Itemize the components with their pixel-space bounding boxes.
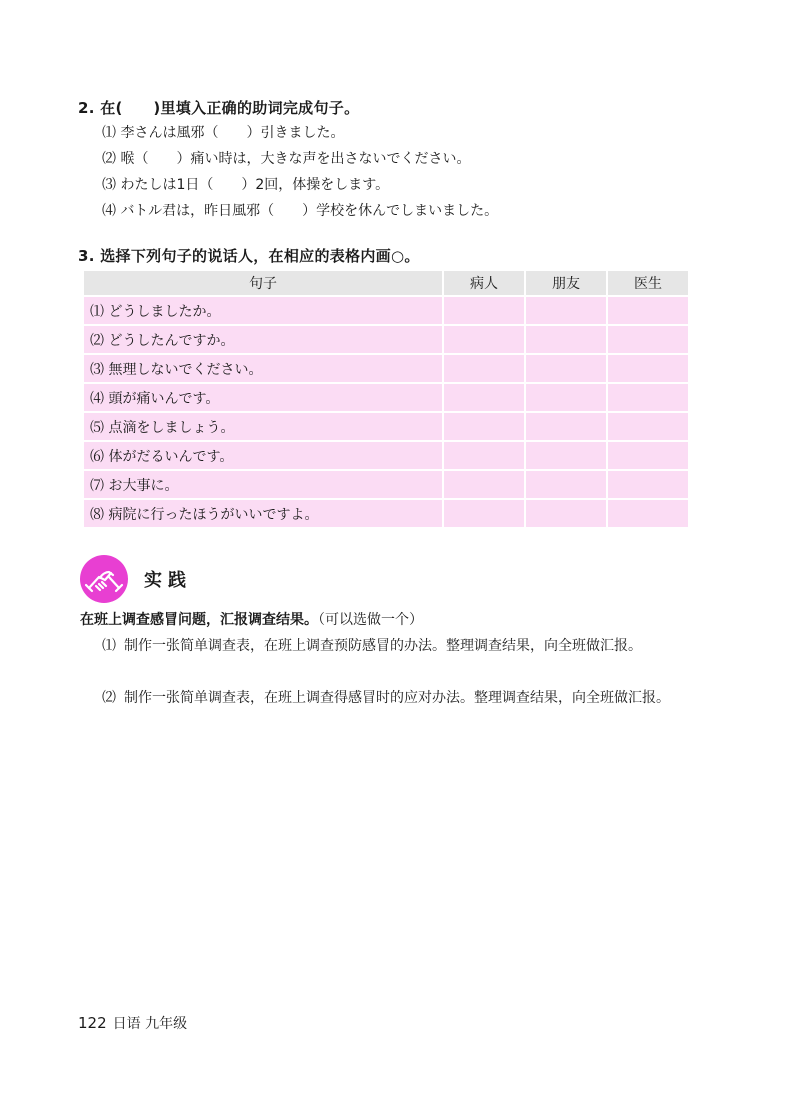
handshake-icon	[80, 555, 128, 603]
sentence-cell: ⑻ 病院に行ったほうがいいですよ。	[84, 500, 442, 527]
doctor-cell[interactable]	[608, 442, 688, 469]
table-header-row	[84, 271, 688, 295]
sentence-cell: ⑸ 点滴をしましょう。	[84, 413, 442, 440]
sentence-cell: ⑴ どうしましたか。	[84, 297, 442, 324]
sentence-cell: ⑷ 頭が痛いんです。	[84, 384, 442, 411]
table-row	[84, 384, 688, 411]
table-row	[84, 413, 688, 440]
doctor-cell[interactable]	[608, 326, 688, 353]
practice-item	[102, 633, 692, 659]
question-2-items	[102, 120, 498, 224]
book-title: 日语 九年级	[112, 1016, 188, 1032]
practice-item-number: ⑴	[102, 638, 116, 654]
practice-intro	[80, 609, 423, 629]
practice-item-number: ⑵	[102, 690, 116, 706]
doctor-cell[interactable]	[608, 355, 688, 382]
practice-intro-main: 在班上调查感冒问题，汇报调查结果。	[80, 612, 318, 628]
q2-item-2: ⑵ 喉（ ）痛い時は，大きな声を出さないでください。	[102, 151, 471, 167]
patient-cell[interactable]	[444, 355, 524, 382]
q2-item-3: ⑶ わたしは1日（ ）2回，体操をします。	[102, 177, 390, 193]
table-row	[84, 500, 688, 527]
doctor-cell[interactable]	[608, 297, 688, 324]
header-sentence: 句子	[84, 271, 442, 295]
sentence-cell: ⑵ どうしたんですか。	[84, 326, 442, 353]
patient-cell[interactable]	[444, 442, 524, 469]
patient-cell[interactable]	[444, 413, 524, 440]
table-row	[84, 355, 688, 382]
patient-cell[interactable]	[444, 471, 524, 498]
practice-intro-note: （可以选做一个）	[318, 612, 423, 628]
table-row	[84, 326, 688, 353]
patient-cell[interactable]	[444, 326, 524, 353]
doctor-cell[interactable]	[608, 413, 688, 440]
friend-cell[interactable]	[526, 442, 606, 469]
doctor-cell[interactable]	[608, 384, 688, 411]
q2-item-4: ⑷ バトル君は，昨日風邪（ ）学校を休んでしまいました。	[102, 203, 499, 219]
doctor-cell[interactable]	[608, 471, 688, 498]
doctor-cell[interactable]	[608, 500, 688, 527]
sentence-cell: ⑶ 無理しないでください。	[84, 355, 442, 382]
patient-cell[interactable]	[444, 297, 524, 324]
sentence-cell: ⑺ お大事に。	[84, 471, 442, 498]
q2-item-1: ⑴ 李さんは風邪（ ）引きました。	[102, 125, 345, 141]
practice-section-title: 实践	[144, 570, 192, 591]
table-row	[84, 297, 688, 324]
question-3-title: 3. 选择下列句子的说话人，在相应的表格内画○。	[78, 247, 420, 265]
header-patient: 病人	[444, 271, 524, 295]
friend-cell[interactable]	[526, 413, 606, 440]
practice-item-text: 制作一张简单调查表，在班上调查预防感冒的办法。整理调查结果，向全班做汇报。	[124, 638, 642, 654]
sentence-cell: ⑹ 体がだるいんです。	[84, 442, 442, 469]
page-number: 122	[78, 1014, 107, 1032]
practice-item-text: 制作一张简单调查表，在班上调查得感冒时的应对办法。整理调查结果，向全班做汇报。	[124, 690, 670, 706]
header-friend: 朋友	[526, 271, 606, 295]
patient-cell[interactable]	[444, 384, 524, 411]
friend-cell[interactable]	[526, 384, 606, 411]
friend-cell[interactable]	[526, 500, 606, 527]
page-footer	[78, 1013, 187, 1033]
friend-cell[interactable]	[526, 471, 606, 498]
friend-cell[interactable]	[526, 297, 606, 324]
practice-item	[102, 685, 692, 711]
header-doctor: 医生	[608, 271, 688, 295]
speaker-table	[82, 269, 690, 529]
table-row	[84, 471, 688, 498]
table-row	[84, 442, 688, 469]
patient-cell[interactable]	[444, 500, 524, 527]
friend-cell[interactable]	[526, 326, 606, 353]
question-2-title: 2. 在( )里填入正确的助词完成句子。	[78, 99, 360, 117]
friend-cell[interactable]	[526, 355, 606, 382]
